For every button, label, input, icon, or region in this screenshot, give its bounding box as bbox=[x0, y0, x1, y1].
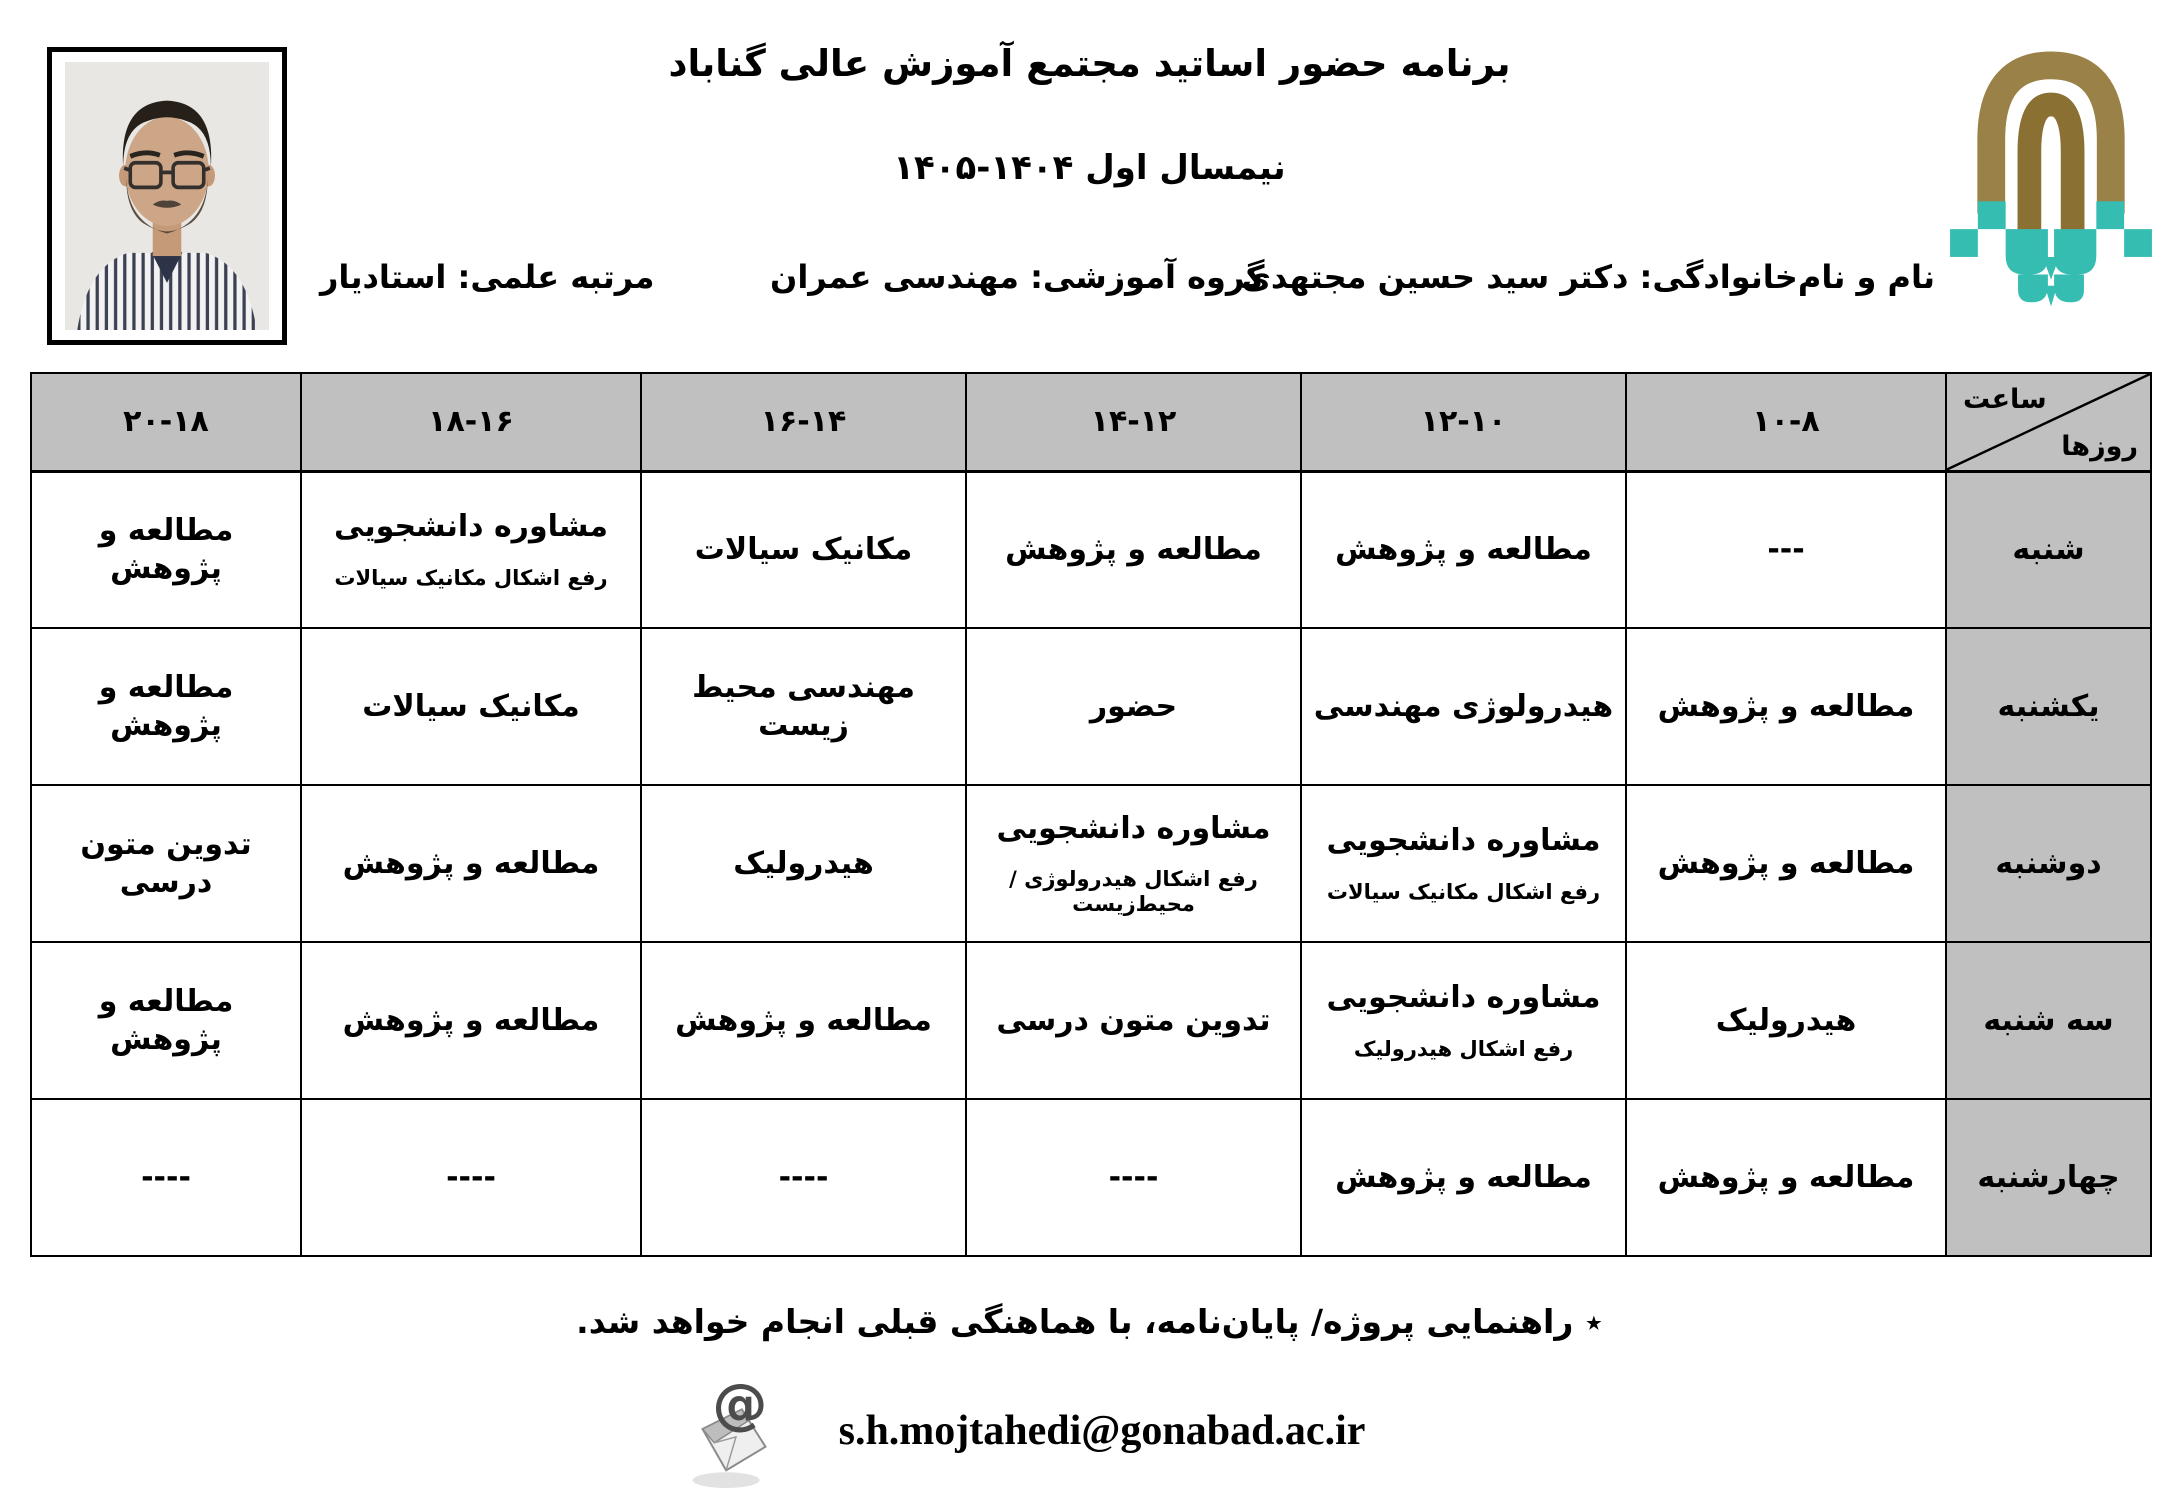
schedule-cell: مطالعه و پژوهش bbox=[1626, 785, 1946, 942]
professor-photo bbox=[47, 47, 287, 345]
schedule-cell: مشاوره دانشجویی رفع اشکال هیدرولیک bbox=[1301, 942, 1626, 1099]
schedule-cell: ---- bbox=[31, 1099, 301, 1256]
academic-rank-label: مرتبه علمی: استادیار bbox=[320, 258, 655, 296]
schedule-cell: مشاوره دانشجویی رفع اشکال مکانیک سیالات bbox=[301, 471, 641, 628]
time-header: ۲۰-۱۸ bbox=[31, 373, 301, 471]
semester-years: ۱۴۰۵-۱۴۰۴ bbox=[893, 148, 1074, 188]
day-label: دوشنبه bbox=[1946, 785, 2151, 942]
portrait-illustration bbox=[65, 62, 269, 330]
table-header-row bbox=[31, 373, 2151, 471]
department-label: گروه آموزشی: مهندسی عمران bbox=[770, 258, 1265, 296]
semester-label: نیمسال اول bbox=[1085, 148, 1286, 188]
time-header: ۱۴-۱۲ bbox=[966, 373, 1301, 471]
table-row-tuesday bbox=[31, 942, 2151, 1099]
day-label: یکشنبه bbox=[1946, 628, 2151, 785]
schedule-cell: مطالعه و پژوهش bbox=[966, 471, 1301, 628]
schedule-cell: مطالعه و پژوهش bbox=[301, 942, 641, 1099]
schedule-cell: مشاوره دانشجویی رفع اشکال هیدرولوژی /محیط‌زیست bbox=[966, 785, 1301, 942]
schedule-cell: مطالعه و پژوهش bbox=[301, 785, 641, 942]
table-row-wednesday bbox=[31, 1099, 2151, 1256]
schedule-cell: مطالعه و پژوهش bbox=[31, 628, 301, 785]
email-row bbox=[0, 1372, 2179, 1490]
schedule-cell: تدوین متون درسی bbox=[966, 942, 1301, 1099]
professor-name: نام و نام‌خانوادگی: دکتر سید حسین مجتهدی bbox=[1241, 258, 1935, 296]
table-row-monday bbox=[31, 785, 2151, 942]
schedule-cell: مطالعه و پژوهش bbox=[31, 942, 301, 1099]
time-header: ۱۰-۸ bbox=[1626, 373, 1946, 471]
email-address: s.h.mojtahedi@gonabad.ac.ir bbox=[838, 1408, 1366, 1454]
schedule-cell: مطالعه و پژوهش bbox=[1626, 628, 1946, 785]
time-header: ۱۶-۱۴ bbox=[641, 373, 966, 471]
svg-text:@: @ bbox=[711, 1372, 768, 1437]
university-logo bbox=[1948, 36, 2154, 310]
page-title: برنامه حضور اساتید مجتمع آموزش عالی گناباد bbox=[668, 42, 1511, 85]
day-label: چهارشنبه bbox=[1946, 1099, 2151, 1256]
semester-subtitle bbox=[0, 148, 2179, 188]
schedule-cell: مطالعه و پژوهش bbox=[1301, 471, 1626, 628]
corner-hours-label: ساعت bbox=[1963, 384, 2047, 415]
schedule-cell: هیدرولیک bbox=[1626, 942, 1946, 1099]
corner-days-label: روزها bbox=[2061, 430, 2138, 462]
day-label: شنبه bbox=[1946, 471, 2151, 628]
schedule-cell: حضور bbox=[966, 628, 1301, 785]
schedule-cell: ---- bbox=[301, 1099, 641, 1256]
schedule-cell: مطالعه و پژوهش bbox=[641, 942, 966, 1099]
schedule-cell: --- bbox=[1626, 471, 1946, 628]
schedule-cell: مشاوره دانشجویی رفع اشکال مکانیک سیالات bbox=[1301, 785, 1626, 942]
time-header: ۱۲-۱۰ bbox=[1301, 373, 1626, 471]
time-header: ۱۸-۱۶ bbox=[301, 373, 641, 471]
schedule-cell: مطالعه و پژوهش bbox=[1626, 1099, 1946, 1256]
schedule-cell: ---- bbox=[641, 1099, 966, 1256]
email-icon bbox=[684, 1372, 784, 1490]
table-row-sunday bbox=[31, 628, 2151, 785]
schedule-cell: تدوین متون درسی bbox=[31, 785, 301, 942]
gonabad-logo-icon bbox=[1948, 36, 2154, 310]
schedule-cell: هیدرولیک bbox=[641, 785, 966, 942]
schedule-cell: مطالعه و پژوهش bbox=[1301, 1099, 1626, 1256]
weekly-schedule-table bbox=[30, 372, 2152, 1257]
schedule-cell: مکانیک سیالات bbox=[301, 628, 641, 785]
corner-cell bbox=[1946, 373, 2151, 471]
schedule-cell: مکانیک سیالات bbox=[641, 471, 966, 628]
day-label: سه شنبه bbox=[1946, 942, 2151, 1099]
table-row-saturday bbox=[31, 471, 2151, 628]
schedule-cell: ---- bbox=[966, 1099, 1301, 1256]
footer-note: ٭ راهنمایی پروژه/ پایان‌نامه، با هماهنگی قبلی انجام خواهد شد. bbox=[576, 1302, 1603, 1341]
schedule-cell: مطالعه و پژوهش bbox=[31, 471, 301, 628]
schedule-cell: مهندسی محیط زیست bbox=[641, 628, 966, 785]
schedule-cell: هیدرولوژی مهندسی bbox=[1301, 628, 1626, 785]
